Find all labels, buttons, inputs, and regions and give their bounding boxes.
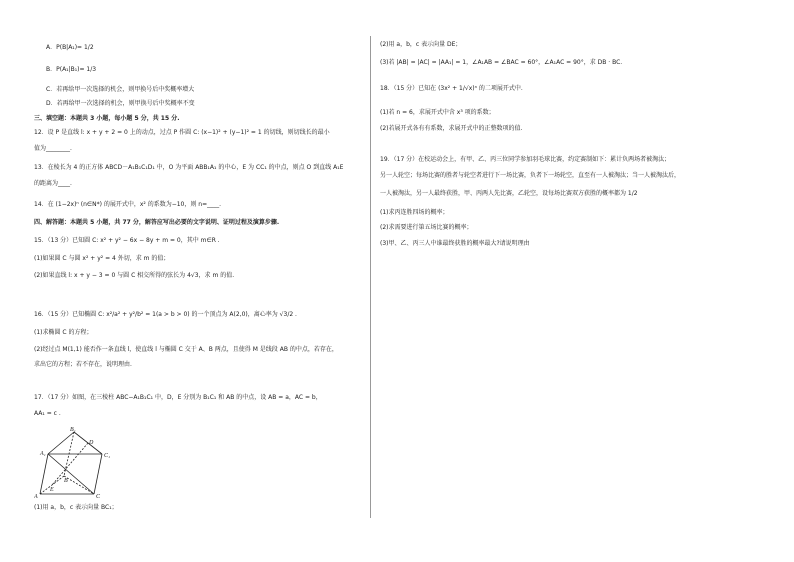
question-19-line2: 另一人轮空；每场比赛的胜者与轮空者进行下一场比赛，负者下一场轮空，直至有一人被淘汰；当一人被淘汰后，: [380, 172, 681, 179]
label-c1: C₁: [104, 453, 111, 459]
question-18-part1: (1)若 n = 6，求展开式中含 x³ 项的系数；: [380, 109, 495, 116]
question-15-part1: (1)如果圆 C 与圆 x² + y² = 4 外切，求 m 的值；: [34, 255, 170, 262]
question-17-part1: (1)用 a，b，c 表示向量 BC₁；: [34, 504, 118, 511]
option-c: C．若再给甲一次选择的机会，则甲换号后中奖概率增大: [46, 86, 195, 93]
question-18: 18．（15 分）已知在 (3x² + 1/√x)ⁿ 的二项展开式中.: [380, 85, 523, 92]
option-b: B．P(A₁|B₁)= 1/3: [46, 66, 97, 73]
label-a1: A₁: [40, 451, 46, 457]
label-c: C: [96, 494, 101, 500]
label-b: B: [64, 478, 68, 484]
question-19-line1: 19．（17 分）在校运动会上，有甲、乙、丙三位同学参加羽毛球比赛，约定赛制如下：累计负两场者被淘汰；: [380, 156, 671, 163]
question-19-part3: (3)甲、乙、丙三人中谁最终获胜的概率最大?请说明理由: [380, 240, 530, 247]
prism-figure: [34, 424, 114, 502]
question-16-part2-line2: 求出它的方程；若不存在，说明理由.: [34, 361, 132, 368]
edge-cc1: [94, 454, 102, 494]
option-a: A．P(B|A₁)= 1/2: [46, 44, 94, 51]
question-12-line2: 值为________.: [34, 145, 72, 152]
question-19-part1: (1)求丙连胜四场的概率；: [380, 209, 449, 216]
question-15-part2: (2)如果直线 l: x + y − 3 = 0 与圆 C 相交所得的弦长为 4√3，求 m 的值.: [34, 272, 235, 279]
question-13-line2: 的距离为____.: [34, 180, 72, 187]
question-19-line3: 一人被淘汰，另一人最终获胜，甲、丙两人先比赛，乙轮空，设每场比赛双方获胜的概率都为 1/2: [380, 190, 638, 197]
question-17-part3: (3)若 |AB| = |AC| = |AA₁| = 1，∠A₁AB = ∠BAC = 60°，∠A₁AC = 90°，求 DB · BC.: [380, 59, 623, 66]
question-18-part2: (2)若展开式各有有系数，求展开式中的正整数项的值.: [380, 125, 523, 132]
label-a: A: [34, 494, 38, 500]
question-15: 15．（13 分）已知圆 C: x² + y² − 6x − 8y + m = 0，其中 m∈R .: [34, 237, 220, 244]
question-12-line1: 12．设 P 是直线 l: x + y + 2 = 0 上的动点，过点 P 作圆 C: (x−1)² + (y−1)² = 1 的切线，则切线长的最小: [34, 129, 330, 136]
question-14: 14．在 (1−2x)ⁿ (n∈N*) 的展开式中，x² 的系数为−10，则 n=____.: [34, 201, 222, 208]
edge-aa1: [40, 454, 48, 494]
section-3-heading: 三、填空题：本题共 3 小题，每小题 5 分，共 15 分.: [34, 115, 180, 122]
section-4-heading: 四、解答题：本题共 5 小题，共 77 分，解答应写出必要的文字说明、证明过程及演算步骤.: [34, 219, 280, 226]
column-divider: [370, 36, 371, 518]
question-16-part2-line1: (2)经过点 M(1,1) 能否作一条直线 l，使直线 l 与椭圆 C 交于 A、B 两点，且使得 M 是线段 AB 的中点，若存在，: [34, 346, 338, 353]
question-16: 16．（15 分）已知椭圆 C: x²/a² + y²/b² = 1(a > b > 0) 的一个顶点为 A(2,0)，离心率为 √3/2 .: [34, 311, 297, 318]
label-d: D: [89, 440, 94, 446]
label-e: E: [50, 487, 54, 493]
edge-bc: [64, 476, 94, 494]
question-19-part2: (2)求需要进行第五场比赛的概率；: [380, 224, 473, 231]
option-d: D．若再给甲一次选择的机会，则甲换号后中奖概率不变: [46, 100, 195, 107]
segment-a1c: [48, 454, 94, 494]
question-17-line1: 17．（17 分）如图，在三棱柱 ABC−A₁B₁C₁ 中，D，E 分别为 B₁C₁ 和 AB 的中点，设 AB = a，AC = b，: [34, 394, 322, 401]
question-13-line1: 13．在棱长为 4 的正方体 ABCD－A₁B₁C₁D₁ 中，O 为平面 ABB₁A₁ 的中心，E 为 CC₁ 的中点，则点 O 到直线 A₁E: [34, 164, 344, 171]
question-17-line2: AA₁ = c .: [34, 410, 61, 417]
question-16-part1: (1)求椭圆 C 的方程；: [34, 329, 93, 336]
question-17-part2: (2)用 a，b，c 表示向量 DE；: [380, 41, 462, 48]
label-b1: B₁: [70, 427, 76, 433]
